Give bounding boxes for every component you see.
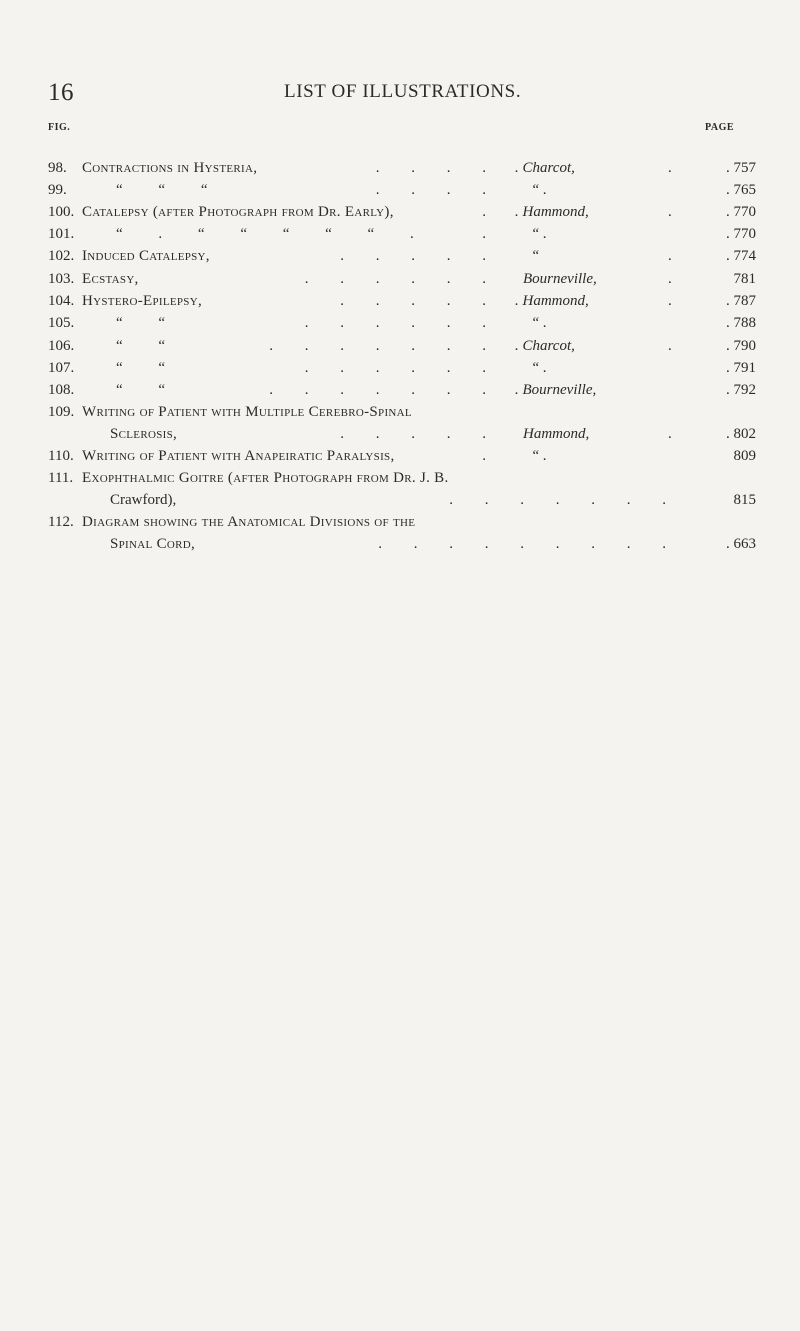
figure-title: Catalepsy (after Photograph from Dr. Early), xyxy=(82,204,394,220)
figure-number: 104. xyxy=(48,293,75,309)
figure-title: Diagram showing the Anatomical Divisions of the xyxy=(82,514,416,530)
list-item xyxy=(0,379,800,401)
author-leader: . xyxy=(668,248,672,264)
page-reference: . 802 xyxy=(726,426,756,442)
dot-leader: . . . . . . xyxy=(304,360,500,376)
figure-title: Sclerosis, xyxy=(110,426,178,442)
list-item xyxy=(0,290,800,312)
page-reference: . 663 xyxy=(726,536,756,552)
figure-number: 108. xyxy=(48,382,75,398)
figure-author: . Charcot, xyxy=(515,160,575,176)
figure-author: . Bourneville, xyxy=(515,382,597,398)
page-reference: . 791 xyxy=(726,360,756,376)
figure-number: 101. xyxy=(48,226,75,242)
figure-number: 111. xyxy=(48,470,74,486)
page-reference: . 787 xyxy=(726,293,756,309)
page-reference: . 770 xyxy=(726,226,756,242)
dot-leader: . . . . . . . xyxy=(449,492,680,508)
author-leader: . xyxy=(668,338,672,354)
figure-number: 105. xyxy=(48,315,75,331)
dot-leader: . . . . . xyxy=(340,426,500,442)
running-head: LIST OF ILLUSTRATIONS. xyxy=(284,81,522,102)
figure-author: . Hammond, xyxy=(515,293,589,309)
list-item xyxy=(0,179,800,201)
figure-author: “ . xyxy=(531,360,547,376)
list-item xyxy=(0,245,800,267)
figure-author: “ . xyxy=(531,315,547,331)
dot-leader: . xyxy=(482,448,500,464)
list-item xyxy=(0,467,800,489)
page-reference: . 788 xyxy=(726,315,756,331)
figure-title: Induced Catalepsy, xyxy=(82,248,210,264)
author-leader: . xyxy=(668,271,672,287)
list-item xyxy=(0,401,800,423)
dot-leader: . . . . . . . xyxy=(269,382,500,398)
figure-number: 109. xyxy=(48,404,75,420)
page-reference: 815 xyxy=(733,492,756,508)
figure-title: Exophthalmic Goitre (after Photograph from Dr. J. B. xyxy=(82,470,449,486)
list-item xyxy=(0,489,800,511)
author-leader: . xyxy=(668,160,672,176)
page-reference: . 774 xyxy=(726,248,756,264)
figure-number: 102. xyxy=(48,248,75,264)
page-reference: 809 xyxy=(733,448,756,464)
figure-author: . Charcot, xyxy=(515,338,575,354)
figure-author: “ . xyxy=(531,448,547,464)
figure-author: . Hammond, xyxy=(515,204,589,220)
dot-leader: . . . . . xyxy=(340,293,500,309)
list-item xyxy=(0,157,800,179)
dot-leader: . . . . . . xyxy=(304,271,500,287)
figure-title: Hystero-Epilepsy, xyxy=(82,293,203,309)
dot-leader: . . . . . . . xyxy=(269,338,500,354)
dot-leader: . . . . . . xyxy=(304,315,500,331)
figure-number: 107. xyxy=(48,360,75,376)
figure-title: “ “ xyxy=(116,360,182,376)
dot-leader: . . . . . xyxy=(340,248,500,264)
list-item xyxy=(0,312,800,334)
figure-title: Ecstasy, xyxy=(82,271,139,287)
author-leader: . xyxy=(668,293,672,309)
dot-leader: . . . . xyxy=(375,160,500,176)
list-item xyxy=(0,357,800,379)
figure-title: “ . “ “ “ “ “ . xyxy=(116,226,430,242)
figure-number: 98. xyxy=(48,160,67,176)
figure-title: “ “ xyxy=(116,315,182,331)
dot-leader: . xyxy=(482,204,500,220)
list-item xyxy=(0,268,800,290)
list-item xyxy=(0,533,800,555)
page-reference: . 757 xyxy=(726,160,756,176)
figure-title: “ “ “ xyxy=(116,182,224,198)
figure-author: “ . xyxy=(531,182,547,198)
page-reference: . 792 xyxy=(726,382,756,398)
page-reference: . 790 xyxy=(726,338,756,354)
figure-number: 106. xyxy=(48,338,75,354)
figure-number: 100. xyxy=(48,204,75,220)
figure-number: 99. xyxy=(48,182,67,198)
figure-number: 110. xyxy=(48,448,74,464)
figure-number: 112. xyxy=(48,514,74,530)
list-item xyxy=(0,511,800,533)
figure-author: Bourneville, xyxy=(523,271,597,287)
author-leader: . xyxy=(668,426,672,442)
page-reference: 781 xyxy=(733,271,756,287)
list-item xyxy=(0,223,800,245)
column-head-fig: FIG. xyxy=(48,122,71,133)
dot-leader: . xyxy=(482,226,500,242)
figure-author: “ . xyxy=(531,226,547,242)
author-leader: . xyxy=(668,204,672,220)
list-item xyxy=(0,445,800,467)
list-item xyxy=(0,201,800,223)
list-item xyxy=(0,423,800,445)
figure-number: 103. xyxy=(48,271,75,287)
figure-author: Hammond, xyxy=(523,426,590,442)
column-head-page: PAGE xyxy=(705,122,735,133)
figure-title: Writing of Patient with Multiple Cerebro-Spinal xyxy=(82,404,412,420)
list-item xyxy=(0,335,800,357)
page-number: 16 xyxy=(48,79,74,106)
figure-author: “ xyxy=(531,248,540,264)
page-reference: . 770 xyxy=(726,204,756,220)
figure-title: Contractions in Hysteria, xyxy=(82,160,258,176)
figure-title: Writing of Patient with Anapeiratic Paralysis, xyxy=(82,448,395,464)
dot-leader: . . . . . . . . . xyxy=(378,536,680,552)
page-reference: . 765 xyxy=(726,182,756,198)
figure-title: Spinal Cord, xyxy=(110,536,196,552)
figure-title: “ “ xyxy=(116,338,182,354)
figure-title: Crawford), xyxy=(110,492,177,508)
dot-leader: . . . . xyxy=(375,182,500,198)
figure-title: “ “ xyxy=(116,382,182,398)
